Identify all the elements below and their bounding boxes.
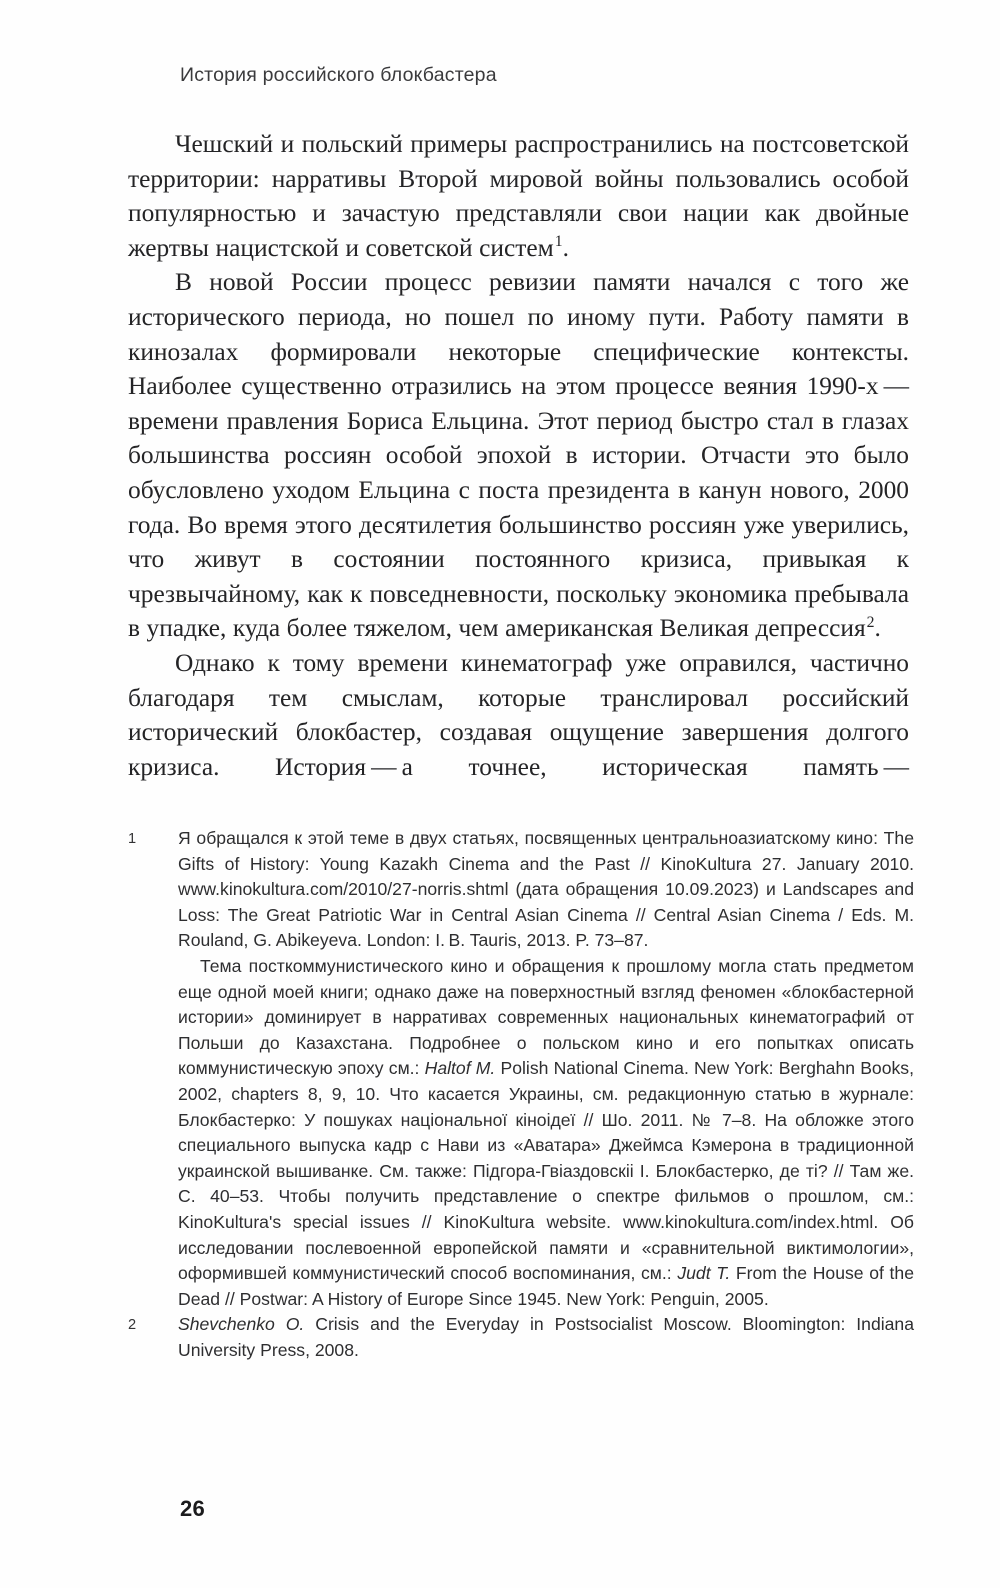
footnotes-section — [128, 826, 914, 1363]
running-header: История российского блокбастера — [180, 64, 497, 86]
footnote-text: From the House of the Dead // Postwar: A History of Europe Since 1945. New York: Penguin, 2005. — [178, 1263, 914, 1309]
page-number: 26 — [180, 1496, 206, 1521]
footnote-1 — [128, 826, 914, 1312]
footnote-author-judt: Judt T. — [677, 1263, 731, 1284]
footnote-marker: 1 — [128, 831, 137, 847]
paragraph-tail: . — [874, 614, 881, 643]
body-text-block — [128, 127, 909, 784]
body-paragraph-1 — [128, 127, 909, 265]
footnote-text: Тема посткоммунистического кино и обращения к прошлому могла стать предметом еще одной моей книги; однако даже на поверхностный взгляд феномен «блокбастерной истории» доминирует в нарративах современных национальных кинематографий от Польши до Казахстана. Подробнее о польском кино и его попытках описать коммунистическую эпоху см.: — [178, 955, 914, 1079]
footnote-paragraph — [178, 954, 914, 1312]
paragraph-tail: . — [562, 233, 569, 262]
body-paragraph-2 — [128, 265, 909, 646]
footnote-text: Polish National Cinema. New York: Berghahn Books, 2002, chapters 8, 9, 10. Что касается Украины, см. редакционную статью в журнале: Блокбастерко: У пошуках національної кіноідеї // Шо. 2011. № 7–8. На обложке этого специального выпуска кадр с Нави из «Аватара» Джеймса Кэмерона в традиционной украинской вышиванке. См. также: Підгора-Гвіаздовскіі І. Блокбастерко, де ті? // Там же. С. 40–53. Чтобы получить представление о спектре фильмов о прошлом, см.: KinoKultura's special issues // KinoKultura website. www.kinokultura.com/index.html. Об исследовании послевоенной европейской памяти и «сравнительной виктимологии», оформившей коммунистический способ воспоминания, см.: — [178, 1058, 914, 1284]
footnote-author-shevchenko: Shevchenko O. — [178, 1314, 305, 1335]
paragraph-text: Однако к тому времени кинематограф уже оправился, частично благодаря тем смыслам, которые транслировал российский исторический блокбастер, создавая ощущение завершения долгого кризиса. История — а точнее, историческая память — — [128, 648, 909, 781]
footnote-text: Я обращался к этой теме в двух статьях, посвященных центральноазиатскому кино: The Gifts of History: Young Kazakh Cinema and the Past // KinoKultura 27. January 2010. www.kinokultura.com/2010/27-norris.shtml (дата обращения 10.09.2023) и Landscapes and Loss: The Great Patriotic War in Central Asian Cinema // Central Asian Cinema / Eds. M. Rouland, G. Abikeyeva. London: I. B. Tauris, 2013. P. 73–87. — [178, 828, 914, 951]
body-paragraph-3 — [128, 646, 909, 784]
footnote-text: Crisis and the Everyday in Postsocialist Moscow. Bloomington: Indiana University Press, 2008. — [178, 1314, 915, 1360]
footnote-paragraph — [178, 1312, 914, 1363]
footnote-2 — [128, 1312, 914, 1363]
paragraph-text: Чешский и польский примеры распространились на постсоветской территории: нарративы Второй мировой войны пользовались особой популярностью и зачастую представляли свои нации как двойные жертвы нацистской и советской систем — [128, 130, 909, 262]
paragraph-text: В новой России процесс ревизии памяти начался с того же исторического периода, но пошел по иному пути. Работу памяти в кинозалах формировали некоторые специфические контексты. Наиболее существенно отразились на этом процессе веяния 1990-х — времени правления Бориса Ельцина. Этот период быстро стал в глазах большинства россиян особой эпохой в истории. Отчасти это было обусловлено уходом Ельцина с поста президента в канун нового, 2000 года. Во время этого десятилетия большинство россиян уже уверились, что живут в состоянии постоянного кризиса, привыкая к чрезвычайному, как к повседневности, поскольку экономика пребывала в упадке, куда более тяжелом, чем американская Великая депрессия — [128, 268, 909, 643]
footnote-reference-1[interactable]: 1 — [554, 233, 563, 251]
footnote-paragraph — [178, 826, 914, 954]
footnote-author-haltof: Haltof M. — [424, 1058, 496, 1079]
footnote-reference-2[interactable]: 2 — [866, 613, 875, 631]
footnote-marker: 2 — [128, 1317, 137, 1334]
